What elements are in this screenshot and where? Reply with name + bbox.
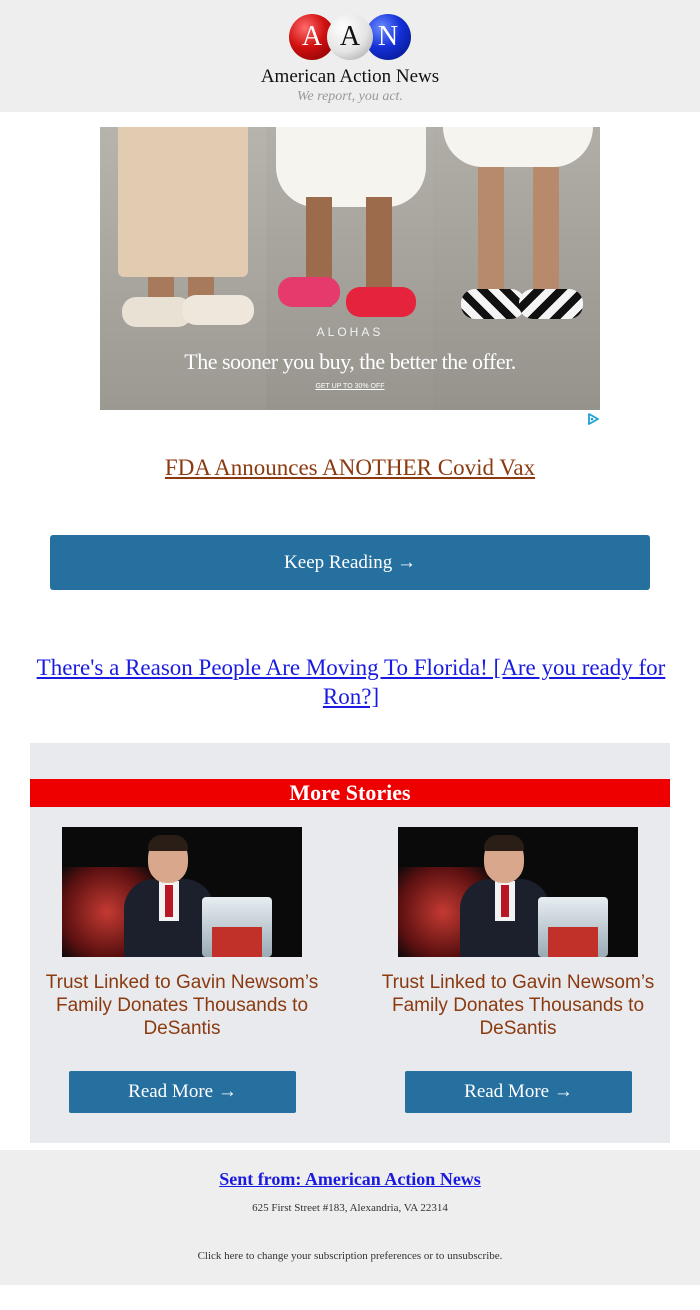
- email-footer: [0, 1150, 700, 1285]
- logo-ball-red: A: [289, 14, 335, 60]
- read-more-button[interactable]: Read More →: [405, 1071, 632, 1113]
- more-stories-title: More Stories: [30, 779, 670, 807]
- tagline: We report, you act.: [297, 89, 403, 104]
- keep-reading-button[interactable]: Keep Reading →: [50, 535, 650, 590]
- headline-link[interactable]: FDA Announces ANOTHER Covid Vax: [164, 455, 536, 480]
- mailing-address: 625 First Street #183, Alexandria, VA 22314: [252, 1202, 448, 1214]
- story-thumbnail[interactable]: [398, 827, 638, 957]
- more-stories-section: [30, 743, 670, 1143]
- logo-ball-blue: N: [365, 14, 411, 60]
- ad-cta-link[interactable]: GET UP TO 30% OFF: [315, 383, 385, 390]
- unsubscribe-link[interactable]: Click here to change your subscription preferences or to unsubscribe.: [197, 1250, 503, 1262]
- story-thumbnail[interactable]: [62, 827, 302, 957]
- email-header: [0, 0, 700, 112]
- sandals-advertisement[interactable]: [100, 127, 600, 410]
- story-title-link[interactable]: Trust Linked to Gavin Newsom’s Family Donates Thousands to DeSantis: [45, 972, 319, 1039]
- story-title-link[interactable]: Trust Linked to Gavin Newsom’s Family Donates Thousands to DeSantis: [381, 972, 655, 1039]
- ad-brand-name: ALOHAS: [316, 325, 384, 339]
- florida-story-link[interactable]: There's a Reason People Are Moving To Florida! [Are you ready for Ron?]: [36, 655, 666, 709]
- sent-from-link[interactable]: Sent from: American Action News: [219, 1169, 481, 1189]
- ad-headline: The sooner you buy, the better the offer.: [184, 349, 516, 374]
- read-more-button[interactable]: Read More →: [69, 1071, 296, 1113]
- aan-logo[interactable]: [289, 14, 413, 64]
- logo-ball-white: A: [327, 14, 373, 60]
- adchoices-triangle-icon[interactable]: [586, 412, 600, 426]
- brand-name: American Action News: [260, 66, 440, 87]
